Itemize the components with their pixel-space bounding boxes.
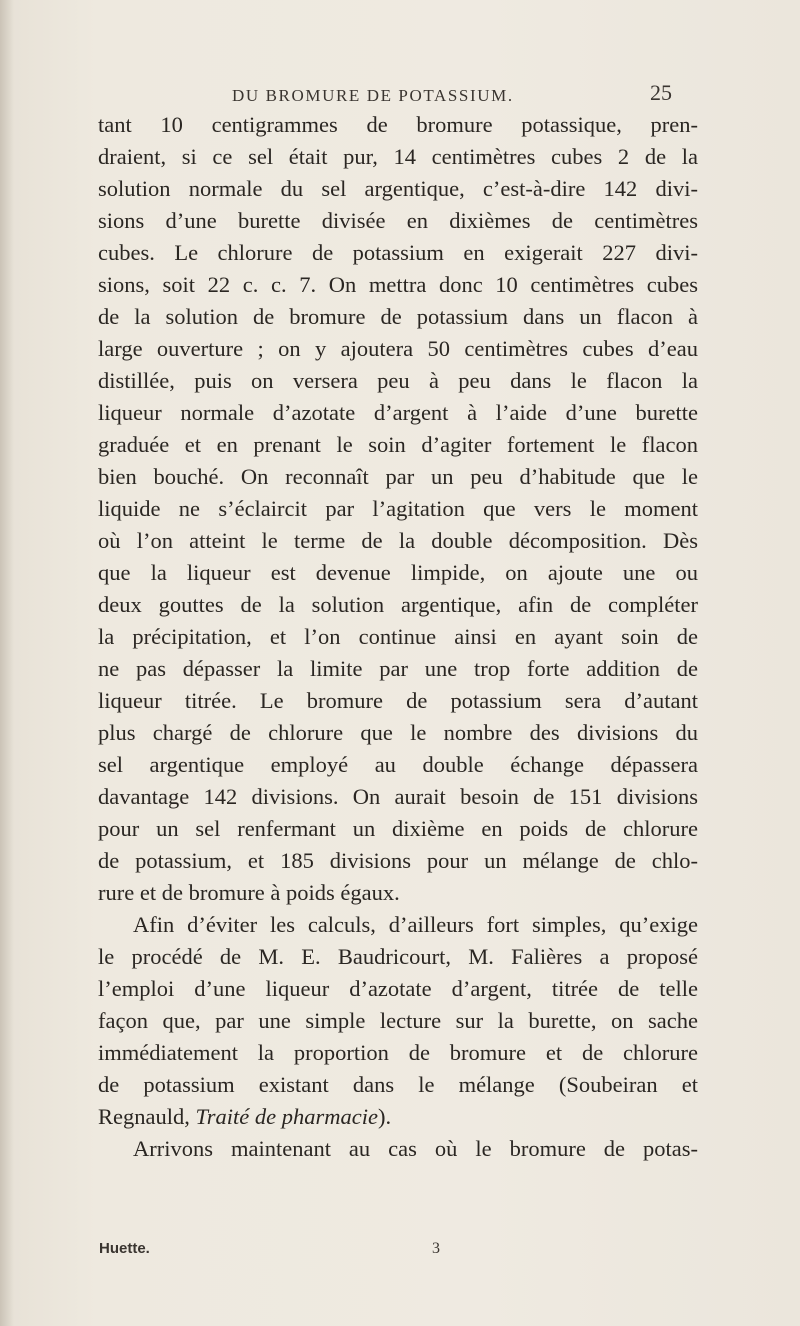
page-edge-shadow [0, 0, 14, 1326]
body-line: plus chargé de chlorure que le nombre des divisions du [98, 720, 698, 745]
body-line: Arrivons maintenant au cas où le bromure de potas- [133, 1136, 698, 1161]
body-line: tant 10 centigrammes de bromure potassique, pren- [98, 112, 698, 137]
book-title-italic: Traité de pharmacie [195, 1104, 378, 1129]
page-number: 25 [650, 80, 672, 105]
body-line: l’emploi d’une liqueur d’azotate d’argent, titrée de telle [98, 976, 698, 1001]
body-line: immédiatement la proportion de bromure et de chlorure [98, 1040, 698, 1065]
body-line: liqueur normale d’azotate d’argent à l’aide d’une burette [98, 400, 698, 425]
body-line: rure et de bromure à poids égaux. [98, 880, 400, 905]
body-line: draient, si ce sel était pur, 14 centimètres cubes 2 de la [98, 144, 698, 169]
body-line: la précipitation, et l’on continue ainsi en ayant soin de [98, 624, 698, 649]
body-line: bien bouché. On reconnaît par un peu d’habitude que le [98, 464, 698, 489]
body-line: sel argentique employé au double échange dépassera [98, 752, 698, 777]
body-line: cubes. Le chlorure de potassium en exigerait 227 divi- [98, 240, 698, 265]
body-line: de potassium, et 185 divisions pour un mélange de chlo- [98, 848, 698, 873]
body-line: le procédé de M. E. Baudricourt, M. Falières a proposé [98, 944, 698, 969]
body-line: sions d’une burette divisée en dixièmes de centimètres [98, 208, 698, 233]
body-line: de potassium existant dans le mélange (Soubeiran et [98, 1072, 698, 1097]
body-line: sions, soit 22 c. c. 7. On mettra donc 10 centimètres cubes [98, 272, 698, 297]
body-line: façon que, par une simple lecture sur la burette, on sache [98, 1008, 698, 1033]
body-line: Regnauld, Traité de pharmacie). [98, 1104, 392, 1129]
running-head [0, 80, 800, 110]
footer-author: Huette. [99, 1240, 150, 1257]
body-line: distillée, puis on versera peu à peu dans le flacon la [98, 368, 698, 393]
body-line: deux gouttes de la solution argentique, afin de compléter [98, 592, 698, 617]
body-line: solution normale du sel argentique, c’est-à-dire 142 divi- [98, 176, 698, 201]
body-line: de la solution de bromure de potassium dans un flacon à [98, 304, 698, 329]
body-line: pour un sel renfermant un dixième en poids de chlorure [98, 816, 698, 841]
body-line: Afin d’éviter les calculs, d’ailleurs fort simples, qu’exige [133, 912, 698, 937]
body-line: graduée et en prenant le soin d’agiter fortement le flacon [98, 432, 698, 457]
body-line: ne pas dépasser la limite par une trop forte addition de [98, 656, 698, 681]
body-line: liqueur titrée. Le bromure de potassium sera d’autant [98, 688, 698, 713]
body-line: liquide ne s’éclaircit par l’agitation que vers le moment [98, 496, 698, 521]
body-line: davantage 142 divisions. On aurait besoin de 151 divisions [98, 784, 698, 809]
body-line: que la liqueur est devenue limpide, on ajoute une ou [98, 560, 698, 585]
running-title: DU BROMURE DE POTASSIUM. [232, 86, 514, 105]
body-line: où l’on atteint le terme de la double décomposition. Dès [98, 528, 698, 553]
page-footer [0, 1240, 800, 1264]
footer-signature: 3 [432, 1240, 440, 1257]
body-line: large ouverture ; on y ajoutera 50 centimètres cubes d’eau [98, 336, 698, 361]
